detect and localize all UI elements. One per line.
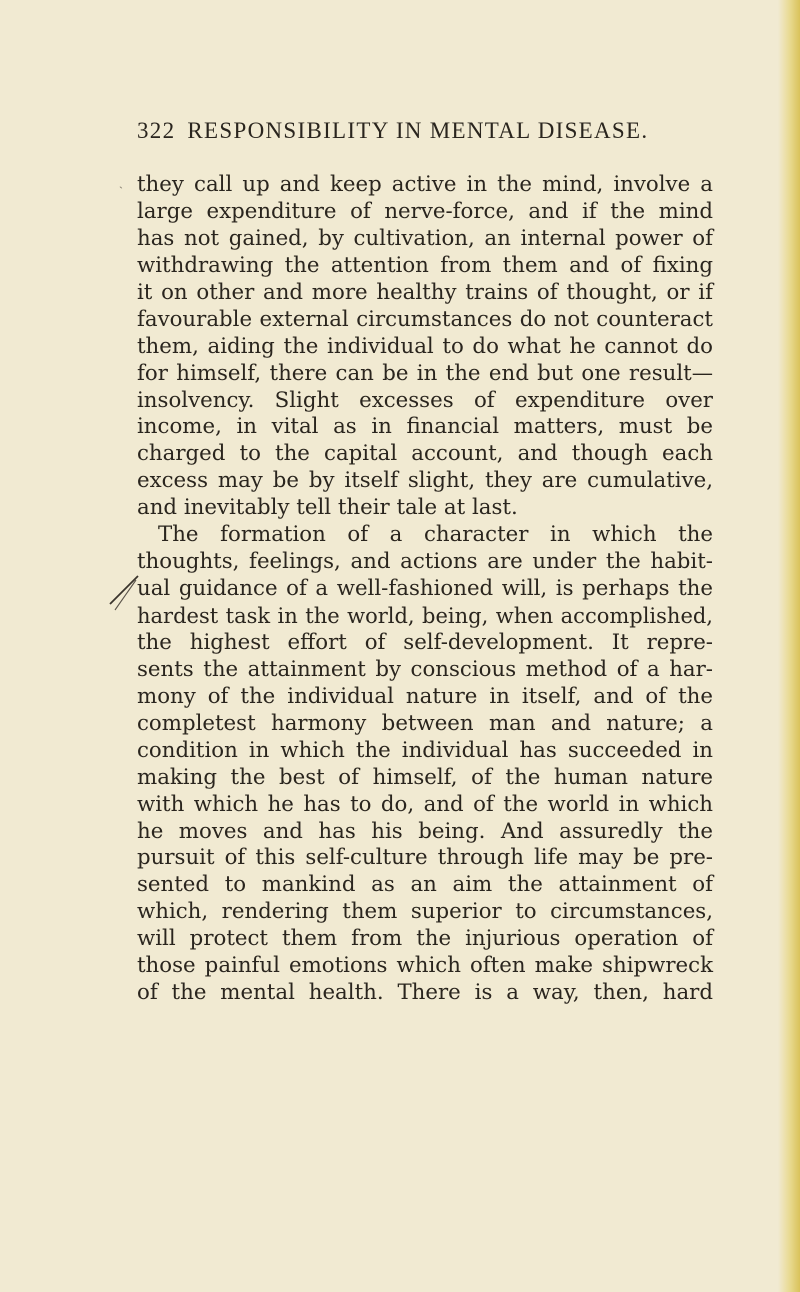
paragraph-start-line: The formation of a character in which the <box>158 522 713 548</box>
text-line: thoughts, feelings, and actions are under the habit- <box>137 549 713 575</box>
text-line: with which he has to do, and of the world in which <box>137 791 713 817</box>
text-line: those painful emotions which often make shipwreck <box>137 953 713 979</box>
text-line: it on other and more healthy trains of thought, or if <box>137 279 713 305</box>
text-line: pursuit of this self-culture through life may be pre- <box>137 845 713 871</box>
text-line: sents the attainment by conscious method of a har- <box>137 656 713 682</box>
running-title: RESPONSIBILITY IN MENTAL DISEASE. <box>187 118 649 143</box>
text-line: he moves and has his being. And assuredly the <box>137 818 713 844</box>
text-line: charged to the capital account, and though each <box>137 441 713 467</box>
text-line: of the mental health. There is a way, then, hard <box>137 980 713 1006</box>
text-line: the highest effort of self-development. It repre- <box>137 629 713 655</box>
text-line: them, aiding the individual to do what he cannot do <box>137 333 713 359</box>
text-line: they call up and keep active in the mind, involve a <box>137 172 713 197</box>
text-line: condition in which the individual has succeeded in <box>137 737 713 763</box>
text-line: has not gained, by cultivation, an internal power of <box>137 225 713 251</box>
text-line: excess may be by itself slight, they are cumulative, <box>137 468 713 494</box>
text-line: completest harmony between man and nature; a <box>137 710 713 736</box>
text-line: which, rendering them superior to circumstances, <box>137 899 713 925</box>
text-line: sented to mankind as an aim the attainment of <box>137 872 713 898</box>
text-line: for himself, there can be in the end but one result— <box>137 360 713 386</box>
text-line: favourable external circumstances do not counteract <box>137 306 713 332</box>
page-number: 322 <box>137 118 176 143</box>
running-header <box>137 119 657 142</box>
text-line: income, in vital as in financial matters, must be <box>137 414 713 440</box>
text-line: large expenditure of nerve-force, and if the mind <box>137 198 713 224</box>
text-line: and inevitably tell their tale at last. <box>137 495 518 521</box>
text-line: ual guidance of a well-fashioned will, is perhaps the <box>137 576 713 602</box>
text-line: withdrawing the attention from them and of fixing <box>137 252 713 278</box>
text-line: mony of the individual nature in itself, and of the <box>137 683 713 709</box>
body-text <box>137 172 713 1007</box>
text-line: making the best of himself, of the human nature <box>137 764 713 790</box>
page-edge <box>778 0 800 1292</box>
text-line: will protect them from the injurious operation of <box>137 926 713 952</box>
pencil-slash-mark <box>107 574 141 614</box>
text-line: hardest task in the world, being, when accomplished, <box>137 604 713 628</box>
text-line: insolvency. Slight excesses of expenditure over <box>137 387 713 413</box>
margin-mark: ˎ <box>119 175 123 189</box>
